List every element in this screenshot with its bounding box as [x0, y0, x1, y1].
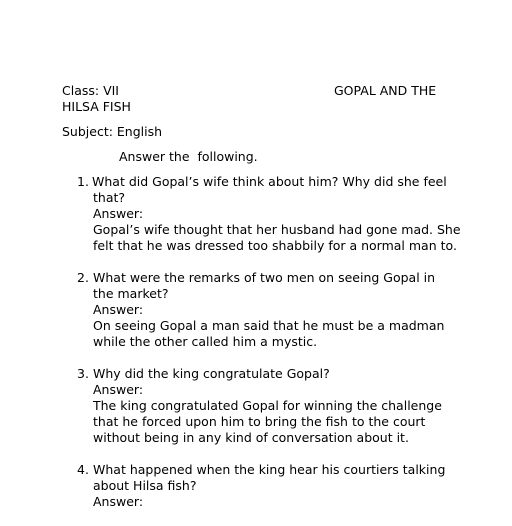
question-text: What happened when the king hear his courtiers talking: [93, 462, 446, 477]
answer-text: while the other called him a mystic.: [93, 334, 318, 349]
answer-label: Answer:: [93, 302, 144, 317]
answer-text: On seeing Gopal a man said that he must be a madman: [93, 318, 445, 333]
answer-text: felt that he was dressed too shabbily for a normal man to.: [93, 238, 457, 253]
question-text: about Hilsa fish?: [93, 478, 197, 493]
class-label: Class: VII: [62, 83, 119, 98]
instruction-text: Answer the following.: [119, 149, 258, 164]
answer-text: The king congratulated Gopal for winning the challenge: [93, 398, 442, 413]
answer-text: without being in any kind of conversation about it.: [93, 430, 409, 445]
question-item: [0, 174, 512, 254]
question-item: [0, 270, 512, 350]
document-title-line1: GOPAL AND THE: [334, 83, 437, 98]
question-number: 4.: [77, 462, 89, 477]
question-number: 3.: [77, 366, 89, 381]
question-list: [0, 174, 512, 526]
answer-label: Answer:: [93, 206, 144, 221]
answer-label: Answer:: [93, 494, 144, 509]
question-item: [0, 462, 512, 510]
question-text: Why did the king congratulate Gopal?: [93, 366, 330, 381]
question-text: What did Gopal’s wife think about him? Why did she feel: [92, 174, 447, 189]
answer-label: Answer:: [93, 382, 144, 397]
subject-label: Subject: English: [62, 124, 163, 139]
document-title-line2: HILSA FISH: [62, 99, 131, 114]
question-text: that?: [93, 190, 126, 205]
answer-text: Gopal’s wife thought that her husband had gone mad. She: [93, 222, 461, 237]
answer-text: that he forced upon him to bring the fish to the court: [93, 414, 426, 429]
question-text: the market?: [93, 286, 169, 301]
question-item: [0, 366, 512, 446]
question-number: 2.: [77, 270, 89, 285]
question-text: What were the remarks of two men on seeing Gopal in: [93, 270, 436, 285]
question-number: 1.: [77, 174, 89, 189]
